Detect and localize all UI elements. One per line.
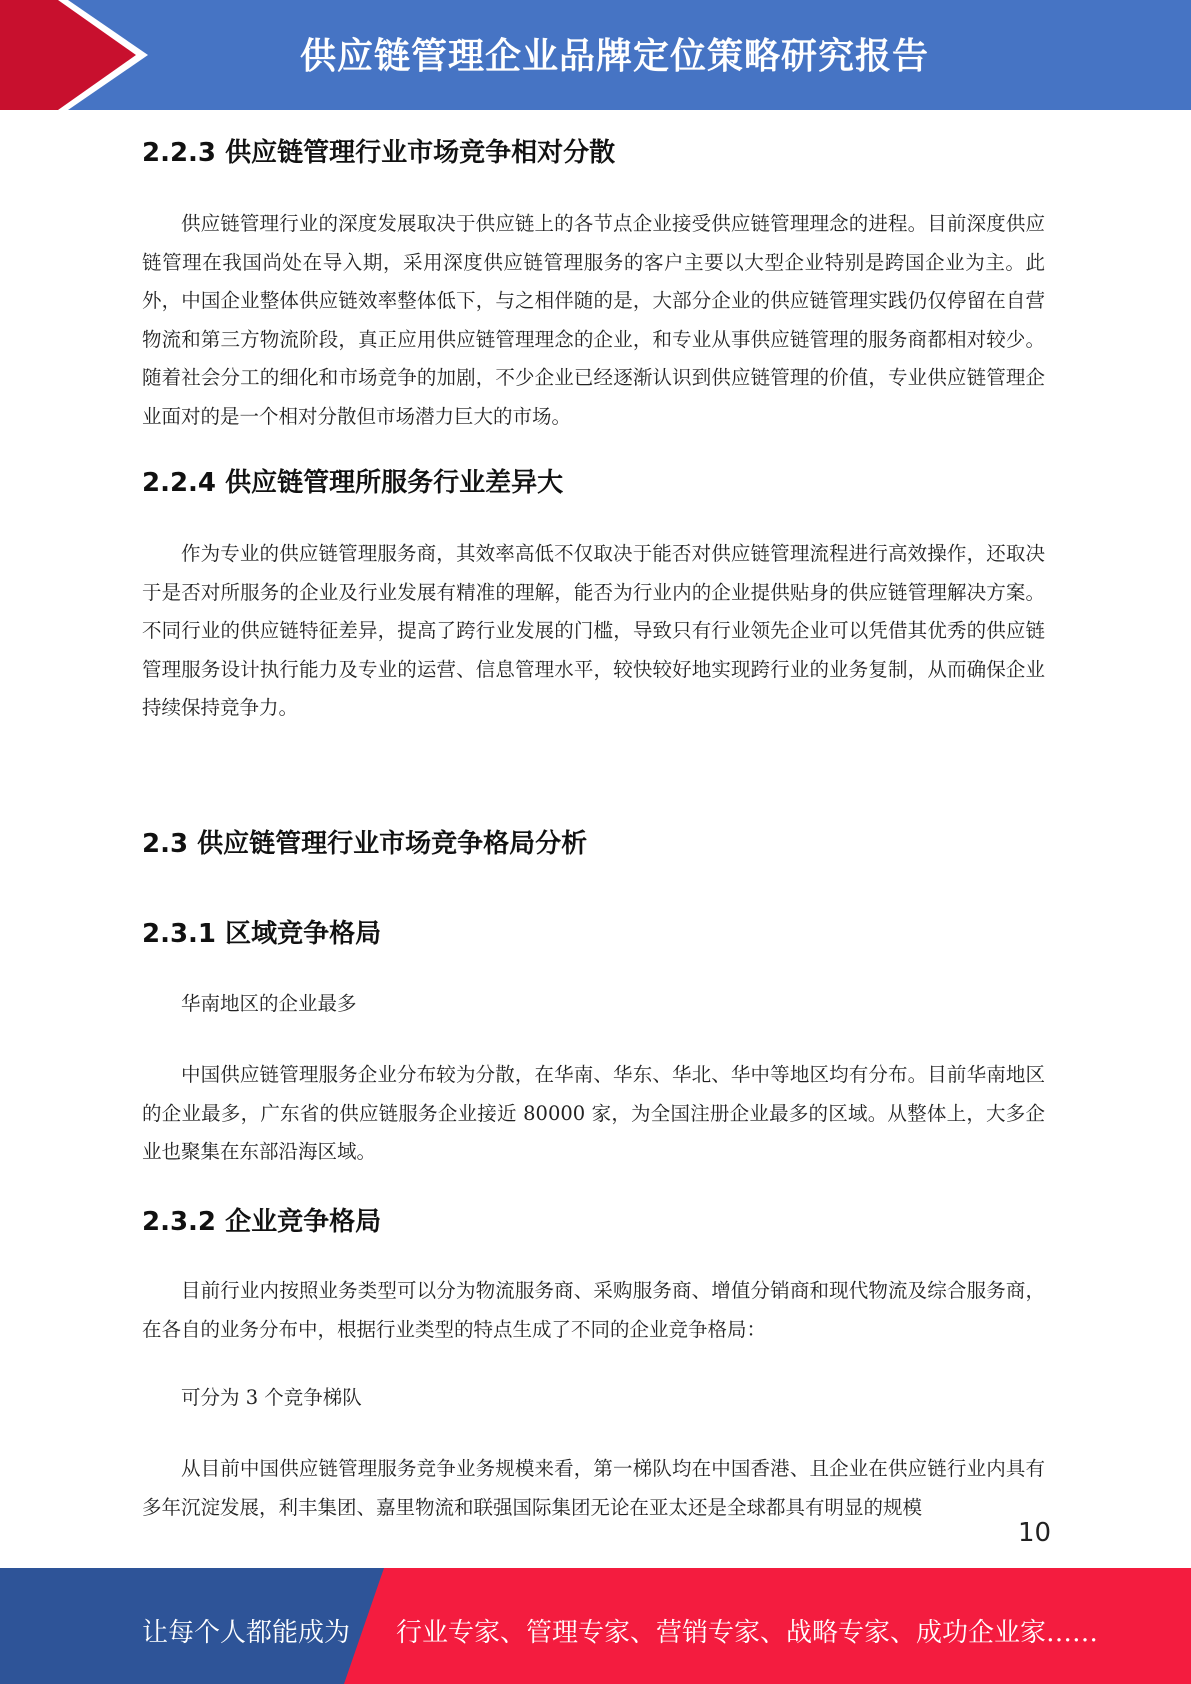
section-heading-2-2-3: 2.2.3 供应链管理行业市场竞争相对分散 [142,138,616,168]
paragraph-2-2-3: 供应链管理行业的深度发展取决于供应链上的各节点企业接受供应链管理理念的进程。目前深度供应链管理在我国尚处在导入期，采用深度供应链管理服务的客户主要以大型企业特别是跨国企业为主。此外，中国企业整体供应链效率整体低下，与之相伴随的是，大部分企业的供应链管理实践仍仅停留在自营物流和第三方物流阶段，真正应用供应链管理理念的企业，和专业从事供应链管理的服务商都相对较少。随着社会分工的细化和市场竞争的加剧，不少企业已经逐渐认识到供应链管理的价值，专业供应链管理企业面对的是一个相对分散但市场潜力巨大的市场。 [142,212,1045,428]
section-heading-2-3-2: 2.3.2 企业竞争格局 [142,1207,382,1237]
subheading-south-china: 华南地区的企业最多 [181,992,357,1015]
page-footer [0,1568,1191,1684]
section-heading-2-3-1: 2.3.1 区域竞争格局 [142,919,382,949]
footer-slogan-right: 行业专家、管理专家、营销专家、战略专家、成功企业家…… [396,1618,1099,1648]
subheading-three-tiers: 可分为 3 个竞争梯队 [181,1386,362,1409]
report-title: 供应链管理企业品牌定位策略研究报告 [300,36,930,77]
paragraph-2-3-1: 中国供应链管理服务企业分布较为分散，在华南、华东、华北、华中等地区均有分布。目前华南地区的企业最多，广东省的供应链服务企业接近 80000 家，为全国注册企业最多的区域。从整体上，大多企业也聚集在东部沿海区域。 [142,1063,1045,1163]
red-chevron-icon [0,0,160,110]
paragraph-2-3-2-intro: 目前行业内按照业务类型可以分为物流服务商、采购服务商、增值分销商和现代物流及综合服务商，在各自的业务分布中，根据行业类型的特点生成了不同的企业竞争格局： [142,1279,1045,1341]
section-heading-2-2-4: 2.2.4 供应链管理所服务行业差异大 [142,468,564,498]
page-header [0,0,1191,110]
paragraph-2-2-4: 作为专业的供应链管理服务商，其效率高低不仅取决于能否对供应链管理流程进行高效操作，还取决于是否对所服务的企业及行业发展有精准的理解，能否为行业内的企业提供贴身的供应链管理解决方案。不同行业的供应链特征差异，提高了跨行业发展的门槛，导致只有行业领先企业可以凭借其优秀的供应链管理服务设计执行能力及专业的运营、信息管理水平，较快较好地实现跨行业的业务复制，从而确保企业持续保持竞争力。 [142,542,1045,719]
page-number: 10 [1018,1518,1052,1548]
section-heading-2-3: 2.3 供应链管理行业市场竞争格局分析 [142,829,588,859]
footer-slogan-left: 让每个人都能成为 [142,1618,351,1648]
paragraph-2-3-2-tiers: 从目前中国供应链管理服务竞争业务规模来看，第一梯队均在中国香港、且企业在供应链行业内具有多年沉淀发展，利丰集团、嘉里物流和联强国际集团无论在亚太还是全球都具有明显的规模 [142,1457,1045,1519]
